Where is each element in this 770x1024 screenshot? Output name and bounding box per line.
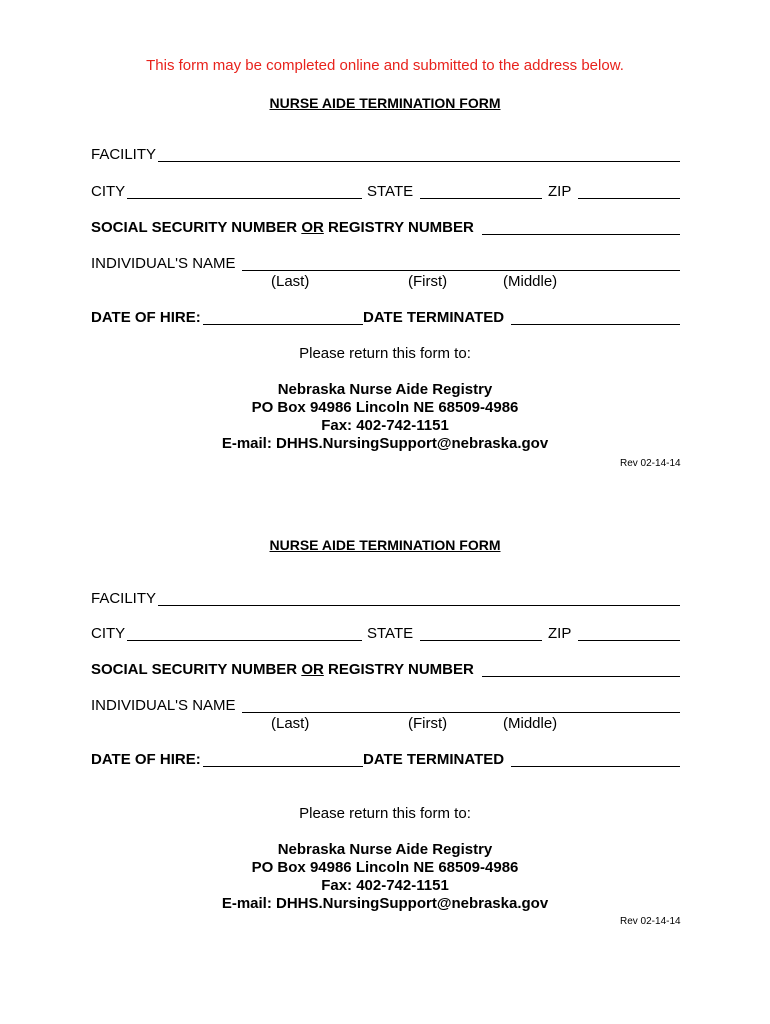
registry-email: E-mail: DHHS.NursingSupport@nebraska.gov [221,435,549,452]
city-field[interactable] [127,640,362,641]
registry-name: Nebraska Nurse Aide Registry [277,381,493,398]
date-of-hire-field[interactable] [203,324,363,325]
online-submission-notice: This form may be completed online and submitted to the address below. [146,57,624,74]
date-terminated-label: DATE TERMINATED [363,751,505,768]
registry-po-box: PO Box 94986 Lincoln NE 68509-4986 [251,399,519,416]
ssn-registry-label: SOCIAL SECURITY NUMBER OR REGISTRY NUMBER [91,219,474,236]
ssn-registry-field[interactable] [482,676,680,677]
date-of-hire-label: DATE OF HIRE: [91,309,201,326]
registry-fax: Fax: 402-742-1151 [321,417,449,434]
date-terminated-label: DATE TERMINATED [363,309,505,326]
state-field[interactable] [420,198,542,199]
zip-field[interactable] [578,640,680,641]
registry-email: E-mail: DHHS.NursingSupport@nebraska.gov [221,895,549,912]
date-of-hire-field[interactable] [203,766,363,767]
date-terminated-field[interactable] [511,766,680,767]
facility-field[interactable] [158,605,680,606]
city-label: CITY [91,183,126,200]
zip-label: ZIP [548,625,572,642]
last-name-caption: (Last) [271,715,310,732]
individual-name-label: INDIVIDUAL'S NAME [91,255,236,272]
form-title: NURSE AIDE TERMINATION FORM [269,95,501,111]
revision-label: Rev 02-14-14 [620,458,681,469]
registry-fax: Fax: 402-742-1151 [321,877,449,894]
city-field[interactable] [127,198,362,199]
date-terminated-field[interactable] [511,324,680,325]
first-name-caption: (First) [408,273,448,290]
individual-name-field[interactable] [242,270,680,271]
individual-name-label: INDIVIDUAL'S NAME [91,697,236,714]
ssn-registry-label: SOCIAL SECURITY NUMBER OR REGISTRY NUMBER [91,661,474,678]
first-name-caption: (First) [408,715,448,732]
return-instruction: Please return this form to: [299,345,471,362]
middle-name-caption: (Middle) [503,715,558,732]
return-instruction: Please return this form to: [299,805,471,822]
date-of-hire-label: DATE OF HIRE: [91,751,201,768]
facility-field[interactable] [158,161,680,162]
form-title: NURSE AIDE TERMINATION FORM [269,537,501,553]
state-label: STATE [367,183,414,200]
state-field[interactable] [420,640,542,641]
zip-field[interactable] [578,198,680,199]
city-label: CITY [91,625,126,642]
individual-name-field[interactable] [242,712,680,713]
registry-name: Nebraska Nurse Aide Registry [277,841,493,858]
registry-po-box: PO Box 94986 Lincoln NE 68509-4986 [251,859,519,876]
ssn-registry-field[interactable] [482,234,680,235]
state-label: STATE [367,625,414,642]
last-name-caption: (Last) [271,273,310,290]
middle-name-caption: (Middle) [503,273,558,290]
facility-label: FACILITY [91,590,157,607]
revision-label: Rev 02-14-14 [620,916,681,927]
facility-label: FACILITY [91,146,157,163]
zip-label: ZIP [548,183,572,200]
